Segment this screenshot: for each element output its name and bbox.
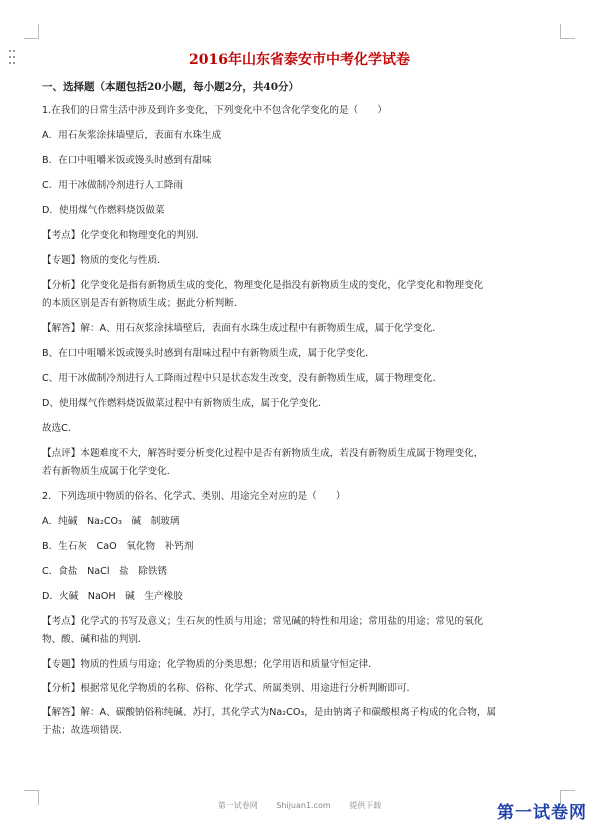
question-line: 2．下列选项中物质的俗名、化学式、类别、用途完全对应的是（ ） <box>42 491 346 502</box>
option-line: D．火碱 NaOH 碱 生产橡胶 <box>42 591 183 602</box>
answer-line: 于盐；故选项错误． <box>42 725 129 736</box>
crop-mark-top-right <box>560 24 575 39</box>
analysis-line: 【考点】化学变化和物理变化的判别． <box>42 230 206 241</box>
document-body <box>42 80 562 748</box>
answer-line: C、用干冰做制冷剂进行人工降雨过程中只是状态发生改变，没有新物质生成，属于物理变化． <box>42 373 443 384</box>
analysis-line: 【专题】物质的性质与用途；化学物质的分类思想；化学用语和质量守恒定律． <box>42 659 378 670</box>
option-line: D．使用煤气作燃料烧饭做菜 <box>42 205 165 216</box>
option-line: C．用干冰做制冷剂进行人工降雨 <box>42 180 184 191</box>
analysis-line: 物、酸、碱和盐的判别． <box>42 634 148 645</box>
document-title: 2016年山东省泰安市中考化学试卷 <box>189 52 410 68</box>
comment-line: 若有新物质生成属于化学变化． <box>42 466 177 477</box>
option-line: B．在口中咀嚼米饭或馒头时感到有甜味 <box>42 155 212 166</box>
option-line: C．食盐 NaCl 盐 除铁锈 <box>42 566 168 577</box>
option-line: B．生石灰 CaO 氧化物 补钙剂 <box>42 541 194 552</box>
analysis-line: 【分析】化学变化是指有新物质生成的变化，物理变化是指没有新物质生成的变化，化学变化和物理变化 <box>42 280 484 291</box>
answer-line: 【解答】解：A、碳酸钠俗称纯碱、苏打，其化学式为Na₂CO₃，是由钠离子和碳酸根离子构成的化合物，属 <box>42 707 497 718</box>
answer-line: D、使用煤气作燃料烧饭做菜过程中有新物质生成，属于化学变化． <box>42 398 328 409</box>
comment-line: 【点评】本题难度不大，解答时要分析变化过程中是否有新物质生成，若没有新物质生成属于物理变化， <box>42 448 484 459</box>
question-line: 1.在我们的日常生活中涉及到许多变化，下列变化中不包含化学变化的是（ ） <box>42 105 387 116</box>
footer-download-note: 提供下载 <box>349 801 382 810</box>
analysis-line: 【分析】根据常见化学物质的名称、俗称、化学式、所属类别、用途进行分析判断即可． <box>42 683 417 694</box>
analysis-line: 【考点】化学式的书写及意义；生石灰的性质与用途；常见碱的特性和用途；常用盐的用途；常见的氧化 <box>42 616 484 627</box>
crop-mark-top-left <box>24 24 39 39</box>
analysis-line: 的本质区别是否有新物质生成；据此分析判断． <box>42 298 244 309</box>
brand-logo: 第一试卷网 <box>497 803 587 823</box>
answer-line: B、在口中咀嚼米饭或馒头时感到有甜味过程中有新物质生成，属于化学变化． <box>42 348 375 359</box>
footer-site-url: Shijuan1.com <box>276 801 331 810</box>
analysis-line: 【专题】物质的变化与性质． <box>42 255 167 266</box>
answer-line: 【解答】解：A、用石灰浆涂抹墙壁后，表面有水珠生成过程中有新物质生成，属于化学变化． <box>42 323 442 334</box>
answer-line: 故选C． <box>42 423 78 434</box>
footer-site-name: 第一试卷网 <box>217 801 258 810</box>
section-heading: 一、选择题（本题包括20小题，每小题2分，共40分） <box>42 81 300 93</box>
option-line: A．用石灰浆涂抹墙壁后，表面有水珠生成 <box>42 130 222 141</box>
option-line: A．纯碱 Na₂CO₃ 碱 制玻璃 <box>42 516 180 527</box>
